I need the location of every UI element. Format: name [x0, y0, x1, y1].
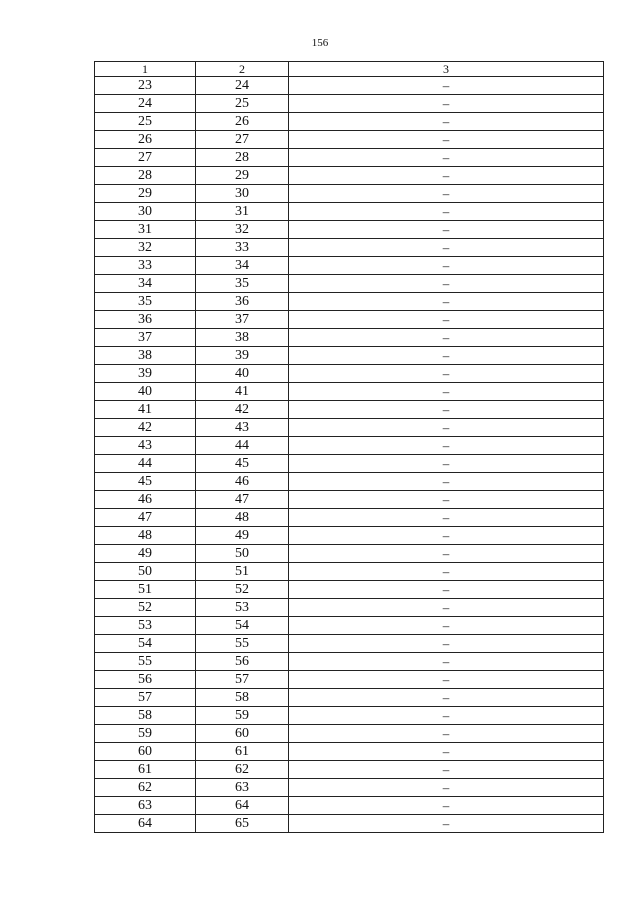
table-cell-col-3: –: [289, 113, 604, 131]
table-cell-col-3: –: [289, 185, 604, 203]
table-cell-col-1: 38: [95, 347, 196, 365]
table-cell-col-3: –: [289, 95, 604, 113]
table-cell-col-2: 56: [196, 653, 289, 671]
table-cell-col-2: 57: [196, 671, 289, 689]
table-row: [95, 149, 604, 167]
table-cell-col-1: 32: [95, 239, 196, 257]
table-cell-col-2: 45: [196, 455, 289, 473]
table-row: [95, 167, 604, 185]
table-row: [95, 707, 604, 725]
table-cell-col-2: 42: [196, 401, 289, 419]
table-cell-col-1: 63: [95, 797, 196, 815]
table-cell-col-3: –: [289, 617, 604, 635]
table-cell-col-1: 27: [95, 149, 196, 167]
table-row: [95, 689, 604, 707]
table-row: [95, 95, 604, 113]
table-cell-col-3: –: [289, 149, 604, 167]
table-cell-col-3: –: [289, 563, 604, 581]
table-cell-col-2: 39: [196, 347, 289, 365]
page-number: 156: [311, 37, 329, 49]
table-cell-col-1: 49: [95, 545, 196, 563]
column-header-1: 1: [95, 62, 196, 77]
table-cell-col-3: –: [289, 491, 604, 509]
table-cell-col-2: 58: [196, 689, 289, 707]
table-cell-col-1: 24: [95, 95, 196, 113]
table-cell-col-2: 44: [196, 437, 289, 455]
table-row: [95, 419, 604, 437]
table-cell-col-2: 24: [196, 77, 289, 95]
table-cell-col-3: –: [289, 239, 604, 257]
table-cell-col-3: –: [289, 275, 604, 293]
table-cell-col-1: 47: [95, 509, 196, 527]
table-cell-col-1: 25: [95, 113, 196, 131]
table-row: [95, 293, 604, 311]
table-cell-col-1: 43: [95, 437, 196, 455]
table-cell-col-2: 31: [196, 203, 289, 221]
table-cell-col-1: 29: [95, 185, 196, 203]
table-cell-col-1: 42: [95, 419, 196, 437]
table-row: [95, 239, 604, 257]
table-row: [95, 599, 604, 617]
table-row: [95, 563, 604, 581]
table-cell-col-3: –: [289, 725, 604, 743]
data-table: [94, 61, 604, 833]
table-row: [95, 203, 604, 221]
table-cell-col-1: 26: [95, 131, 196, 149]
table-cell-col-1: 39: [95, 365, 196, 383]
table-cell-col-2: 51: [196, 563, 289, 581]
table-cell-col-3: –: [289, 257, 604, 275]
table-cell-col-3: –: [289, 455, 604, 473]
table-cell-col-3: –: [289, 311, 604, 329]
table-row: [95, 797, 604, 815]
table-cell-col-2: 64: [196, 797, 289, 815]
table-row: [95, 635, 604, 653]
table-cell-col-1: 64: [95, 815, 196, 833]
table-cell-col-2: 61: [196, 743, 289, 761]
table-cell-col-3: –: [289, 671, 604, 689]
table-cell-col-1: 52: [95, 599, 196, 617]
table-row: [95, 131, 604, 149]
table-cell-col-2: 27: [196, 131, 289, 149]
table-row: [95, 311, 604, 329]
table-cell-col-1: 35: [95, 293, 196, 311]
table-cell-col-3: –: [289, 707, 604, 725]
table-row: [95, 725, 604, 743]
table-cell-col-2: 65: [196, 815, 289, 833]
table-cell-col-1: 46: [95, 491, 196, 509]
table-body: [95, 77, 604, 833]
table-cell-col-2: 33: [196, 239, 289, 257]
table-cell-col-2: 37: [196, 311, 289, 329]
table-cell-col-1: 50: [95, 563, 196, 581]
table-cell-col-3: –: [289, 77, 604, 95]
table-cell-col-3: –: [289, 383, 604, 401]
table-cell-col-2: 43: [196, 419, 289, 437]
table-cell-col-3: –: [289, 815, 604, 833]
table-cell-col-3: –: [289, 203, 604, 221]
table-row: [95, 257, 604, 275]
table-cell-col-2: 60: [196, 725, 289, 743]
table-cell-col-1: 53: [95, 617, 196, 635]
table-row: [95, 455, 604, 473]
table-row: [95, 437, 604, 455]
table-row: [95, 761, 604, 779]
table-row: [95, 671, 604, 689]
table-cell-col-3: –: [289, 365, 604, 383]
table-cell-col-3: –: [289, 473, 604, 491]
table-cell-col-1: 60: [95, 743, 196, 761]
table-row: [95, 221, 604, 239]
table-cell-col-2: 34: [196, 257, 289, 275]
table-cell-col-2: 41: [196, 383, 289, 401]
table-cell-col-1: 37: [95, 329, 196, 347]
table-cell-col-1: 62: [95, 779, 196, 797]
table-row: [95, 365, 604, 383]
table-cell-col-3: –: [289, 797, 604, 815]
table-cell-col-3: –: [289, 545, 604, 563]
table-cell-col-1: 28: [95, 167, 196, 185]
table-cell-col-2: 38: [196, 329, 289, 347]
table-cell-col-3: –: [289, 131, 604, 149]
table-cell-col-1: 33: [95, 257, 196, 275]
table-row: [95, 113, 604, 131]
table-cell-col-3: –: [289, 743, 604, 761]
table-row: [95, 473, 604, 491]
table-cell-col-1: 48: [95, 527, 196, 545]
table-row: [95, 653, 604, 671]
table-cell-col-2: 26: [196, 113, 289, 131]
table-cell-col-2: 28: [196, 149, 289, 167]
table-cell-col-1: 23: [95, 77, 196, 95]
table-cell-col-3: –: [289, 293, 604, 311]
table-cell-col-3: –: [289, 329, 604, 347]
table-cell-col-3: –: [289, 761, 604, 779]
table-cell-col-1: 30: [95, 203, 196, 221]
table-row: [95, 581, 604, 599]
table-cell-col-2: 46: [196, 473, 289, 491]
table-row: [95, 77, 604, 95]
table-cell-col-1: 57: [95, 689, 196, 707]
column-header-2: 2: [196, 62, 289, 77]
table-cell-col-2: 47: [196, 491, 289, 509]
table-header: [95, 62, 604, 77]
table-cell-col-1: 61: [95, 761, 196, 779]
table-row: [95, 815, 604, 833]
table-cell-col-2: 49: [196, 527, 289, 545]
table-row: [95, 527, 604, 545]
table-cell-col-2: 36: [196, 293, 289, 311]
table-cell-col-3: –: [289, 635, 604, 653]
table-cell-col-1: 58: [95, 707, 196, 725]
table-cell-col-2: 32: [196, 221, 289, 239]
table-cell-col-2: 50: [196, 545, 289, 563]
table-row: [95, 545, 604, 563]
table-row: [95, 347, 604, 365]
table-cell-col-3: –: [289, 581, 604, 599]
table-cell-col-2: 25: [196, 95, 289, 113]
table-row: [95, 275, 604, 293]
table-cell-col-3: –: [289, 509, 604, 527]
table-cell-col-1: 34: [95, 275, 196, 293]
table-cell-col-3: –: [289, 347, 604, 365]
table-cell-col-2: 48: [196, 509, 289, 527]
table-cell-col-3: –: [289, 653, 604, 671]
table-cell-col-3: –: [289, 167, 604, 185]
header-row: [95, 62, 604, 77]
table-cell-col-2: 63: [196, 779, 289, 797]
table-cell-col-2: 29: [196, 167, 289, 185]
column-header-3: 3: [289, 62, 604, 77]
table-cell-col-2: 35: [196, 275, 289, 293]
table-cell-col-2: 30: [196, 185, 289, 203]
table-cell-col-2: 55: [196, 635, 289, 653]
table-cell-col-3: –: [289, 599, 604, 617]
table-cell-col-1: 45: [95, 473, 196, 491]
table-cell-col-3: –: [289, 527, 604, 545]
table-row: [95, 329, 604, 347]
table-row: [95, 509, 604, 527]
table-cell-col-3: –: [289, 437, 604, 455]
table-cell-col-2: 52: [196, 581, 289, 599]
table-cell-col-3: –: [289, 419, 604, 437]
table-cell-col-3: –: [289, 779, 604, 797]
table-cell-col-1: 40: [95, 383, 196, 401]
table-cell-col-2: 59: [196, 707, 289, 725]
table-row: [95, 779, 604, 797]
table-row: [95, 617, 604, 635]
table-cell-col-1: 56: [95, 671, 196, 689]
table-row: [95, 185, 604, 203]
table-cell-col-1: 51: [95, 581, 196, 599]
table-cell-col-2: 53: [196, 599, 289, 617]
table-cell-col-1: 55: [95, 653, 196, 671]
table-cell-col-1: 36: [95, 311, 196, 329]
table-row: [95, 401, 604, 419]
table-cell-col-1: 54: [95, 635, 196, 653]
table-cell-col-1: 44: [95, 455, 196, 473]
table-row: [95, 491, 604, 509]
table-cell-col-1: 31: [95, 221, 196, 239]
table-cell-col-2: 62: [196, 761, 289, 779]
table-cell-col-1: 59: [95, 725, 196, 743]
table-row: [95, 383, 604, 401]
table-cell-col-3: –: [289, 221, 604, 239]
table-cell-col-3: –: [289, 689, 604, 707]
table-cell-col-2: 54: [196, 617, 289, 635]
table-cell-col-2: 40: [196, 365, 289, 383]
table-row: [95, 743, 604, 761]
table-cell-col-1: 41: [95, 401, 196, 419]
table-cell-col-3: –: [289, 401, 604, 419]
